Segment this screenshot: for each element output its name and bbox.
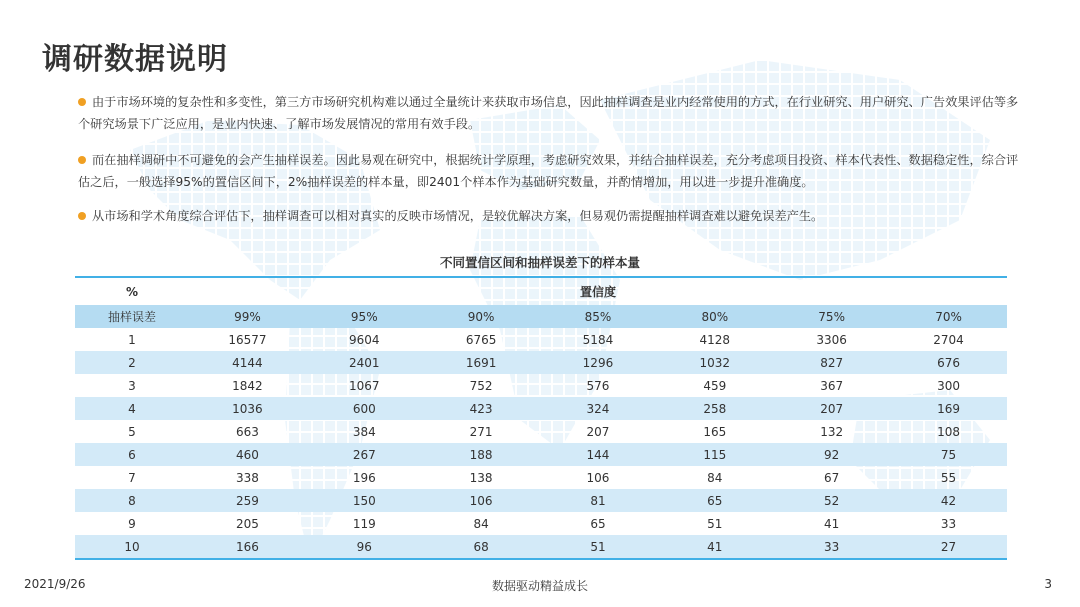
bullet-text: 而在抽样调研中不可避免的会产生抽样误差。因此易观在研究中，根据统计学原理，考虑研究效果，并结合抽样误差，充分考虑项目投资、样本代表性、数据稳定性，综合评估之后，一般选择95%的置信区间下，2%抽样误差的样本量，即2401个样本作为基础研究数量，并酌情增加，用以进一步提升准确度。 (78, 153, 1019, 189)
footer-date: 2021/9/26 (24, 577, 86, 591)
error-cell: 4 (75, 397, 189, 420)
sample-size-cell: 52 (773, 489, 890, 512)
sample-size-cell: 188 (423, 443, 540, 466)
table-header-row (75, 277, 1007, 305)
sample-size-cell: 150 (306, 489, 423, 512)
sample-size-cell: 96 (306, 535, 423, 559)
sample-size-cell: 42 (890, 489, 1007, 512)
sample-size-cell: 460 (189, 443, 306, 466)
sample-size-cell: 4128 (699, 332, 731, 347)
column-header: 85% (540, 305, 657, 328)
sample-size-cell: 663 (235, 424, 259, 439)
bullet-item (78, 91, 1028, 135)
sample-size-cell: 75 (890, 443, 1007, 466)
table-row (75, 466, 1007, 489)
error-cell: 9 (128, 516, 136, 531)
sample-size-cell: 676 (890, 351, 1007, 374)
table-row (75, 512, 1007, 535)
sample-size-cell: 207 (773, 397, 890, 420)
sample-size-cell: 338 (235, 470, 259, 485)
error-cell: 5 (128, 424, 136, 439)
column-header: 70% (890, 305, 1007, 328)
column-header: 99% (189, 305, 306, 328)
error-cell: 2 (75, 351, 189, 374)
sample-size-cell: 576 (586, 378, 610, 393)
page-number: 3 (1044, 577, 1052, 591)
sample-size-cell: 41 (656, 535, 773, 559)
table-title: 不同置信区间和抽样误差下的样本量 (439, 255, 640, 270)
error-cell: 7 (128, 470, 136, 485)
sample-size-cell: 138 (469, 470, 493, 485)
sample-size-cell: 207 (586, 424, 610, 439)
sample-size-table (75, 276, 1007, 560)
sample-size-cell: 169 (890, 397, 1007, 420)
confidence-group-label: 置信度 (189, 277, 1007, 305)
sample-size-cell: 1032 (656, 351, 773, 374)
sample-size-cell: 1067 (348, 378, 380, 393)
sample-size-cell: 55 (940, 470, 957, 485)
error-cell: 1 (128, 332, 136, 347)
sample-size-cell: 300 (937, 378, 960, 393)
sample-size-cell: 1842 (232, 378, 263, 393)
sample-size-cell: 165 (703, 424, 727, 439)
sample-size-cell: 115 (656, 443, 773, 466)
column-header: 90% (423, 305, 540, 328)
sample-size-cell: 119 (352, 516, 376, 531)
bullet-dot-icon (78, 98, 86, 106)
bullet-dot-icon (78, 156, 86, 164)
sample-size-cell: 81 (540, 489, 657, 512)
table-row (75, 397, 1007, 420)
sample-size-cell: 5184 (582, 332, 614, 347)
sample-size-cell: 67 (824, 470, 840, 485)
sample-size-cell: 1296 (540, 351, 657, 374)
sample-size-cell: 65 (590, 516, 606, 531)
bullet-text: 从市场和学术角度综合评估下，抽样调查可以相对真实的反映市场情况，是较优解决方案，但易观仍需提醒抽样调查难以避免误差产生。 (92, 209, 824, 223)
sample-size-cell: 271 (469, 424, 493, 439)
bullet-text: 由于市场环境的复杂性和多变性，第三方市场研究机构难以通过全量统计来获取市场信息，因此抽样调查是业内经常使用的方式，在行业研究、用户研究、广告效果评估等多个研究场景下广泛应用，是业内快速、了解市场发展情况的常用有效手段。 (78, 95, 1019, 131)
table-row (75, 374, 1007, 397)
bullet-dot-icon (78, 212, 86, 220)
table-row (75, 535, 1007, 559)
sample-size-cell: 9604 (348, 332, 380, 347)
sample-size-cell: 33 (940, 516, 957, 531)
sample-size-cell: 16577 (228, 332, 267, 347)
sample-size-cell: 259 (189, 489, 306, 512)
sample-size-cell: 84 (707, 470, 723, 485)
error-cell: 6 (75, 443, 189, 466)
sample-size-cell: 51 (540, 535, 657, 559)
sample-size-cell: 423 (423, 397, 540, 420)
sample-size-cell: 324 (540, 397, 657, 420)
sample-size-cell: 367 (820, 378, 844, 393)
table-row (75, 489, 1007, 512)
sample-size-cell: 6765 (465, 332, 497, 347)
row-header-label: 抽样误差 (75, 305, 189, 328)
sample-size-cell: 2401 (306, 351, 423, 374)
column-header: 75% (773, 305, 890, 328)
table-row (75, 351, 1007, 374)
page-title: 调研数据说明 (42, 42, 228, 77)
sample-size-cell: 2704 (933, 332, 964, 347)
sample-size-cell: 132 (820, 424, 844, 439)
sample-size-cell: 4144 (189, 351, 306, 374)
sample-size-cell: 41 (824, 516, 840, 531)
sample-size-cell: 258 (656, 397, 773, 420)
sample-size-cell: 267 (306, 443, 423, 466)
sample-size-cell: 65 (656, 489, 773, 512)
column-header: 80% (656, 305, 773, 328)
footer-slogan: 数据驱动精益成长 (491, 579, 588, 593)
sample-size-cell: 1691 (423, 351, 540, 374)
sample-size-cell: 92 (773, 443, 890, 466)
bullet-item (78, 205, 1028, 227)
sample-size-cell: 166 (189, 535, 306, 559)
sample-size-cell: 84 (473, 516, 489, 531)
bullet-item (78, 149, 1028, 193)
column-header: 95% (306, 305, 423, 328)
table-body (75, 328, 1007, 559)
error-cell: 10 (75, 535, 189, 559)
sample-size-cell: 1036 (189, 397, 306, 420)
sample-size-cell: 108 (937, 424, 960, 439)
sample-size-cell: 27 (890, 535, 1007, 559)
sample-size-cell: 205 (235, 516, 259, 531)
table-row (75, 443, 1007, 466)
sample-size-cell: 827 (773, 351, 890, 374)
sample-size-cell: 106 (586, 470, 610, 485)
sample-size-cell: 196 (352, 470, 376, 485)
sample-size-cell: 106 (423, 489, 540, 512)
corner-label: % (75, 277, 189, 305)
sample-size-cell: 752 (469, 378, 493, 393)
bullet-list (78, 91, 1028, 241)
sample-size-cell: 33 (773, 535, 890, 559)
sample-size-cell: 459 (703, 378, 727, 393)
sample-size-cell: 384 (352, 424, 376, 439)
sample-size-cell: 68 (423, 535, 540, 559)
error-cell: 3 (128, 378, 136, 393)
sample-size-cell: 51 (707, 516, 723, 531)
sample-size-cell: 3306 (816, 332, 847, 347)
table-row (75, 328, 1007, 351)
table-column-header-row (75, 305, 1007, 328)
table-row (75, 420, 1007, 443)
sample-size-cell: 144 (540, 443, 657, 466)
error-cell: 8 (75, 489, 189, 512)
sample-size-cell: 600 (306, 397, 423, 420)
